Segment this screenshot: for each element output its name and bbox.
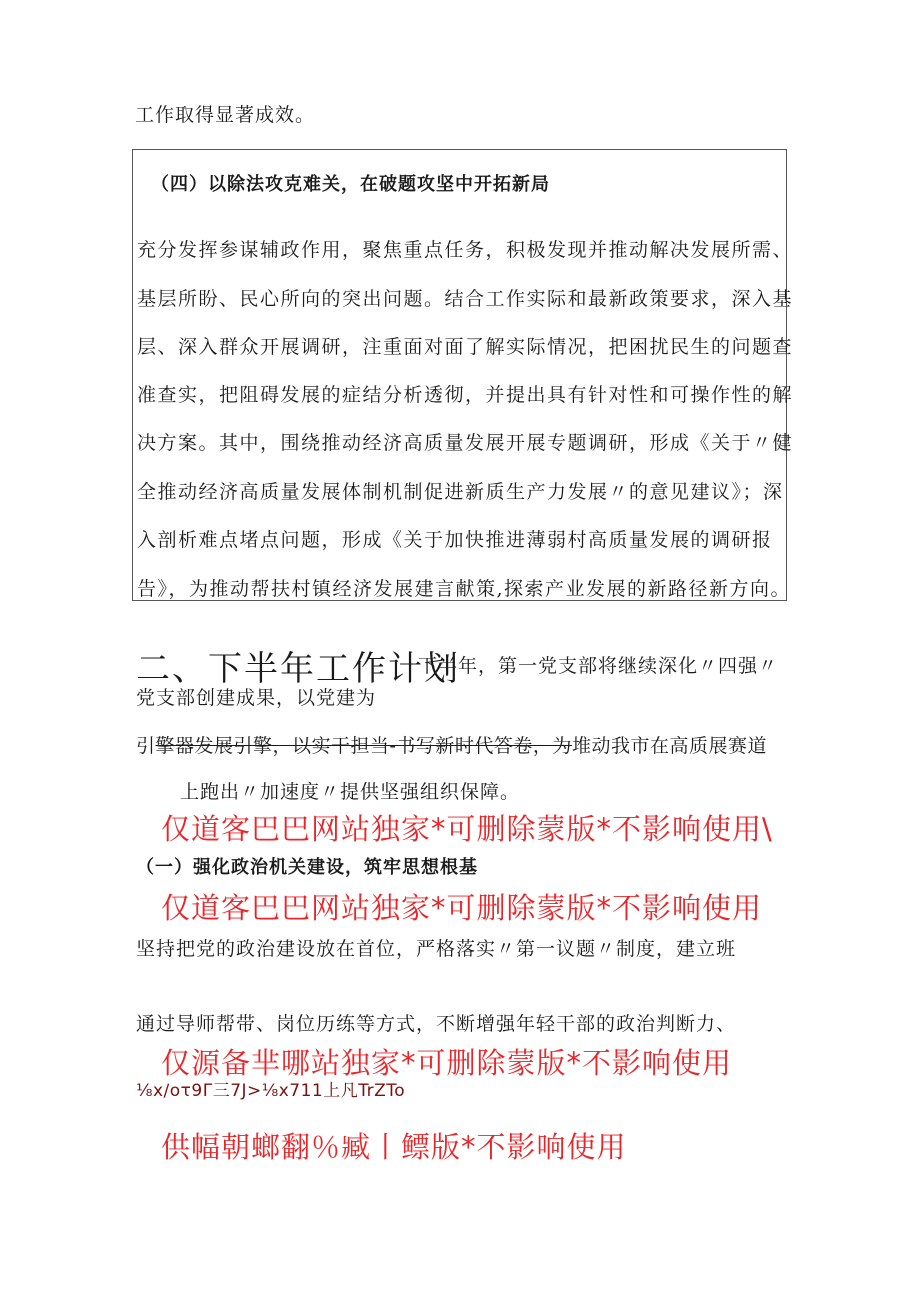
part2-heading: 二、下半年工作计划 <box>136 649 460 689</box>
intro-tail-paragraph: 工作取得显著成效。 <box>135 104 316 126</box>
section4-title: （四）以除法攻克难关，在破题攻坚中开拓新局 <box>151 174 550 195</box>
section4-line: 准查实，把阻碍发展的症结分析透彻，并提出具有针对性和可操作性的解 <box>137 384 794 406</box>
struck-text: 擎器发展引擎，以实干担当-书写新时代答卷，为 <box>155 735 572 757</box>
section4-line: 层、深入群众开展调研，注重面对面了解实际情况，把困扰民生的问题查 <box>137 336 794 358</box>
subsection-paragraph: 坚持把党的政治建设放在首位，严格落实〃第一议题〃制度，建立班 <box>136 938 737 960</box>
section4-line: 全推动经济高质量发展体制机制促进新质生产力发展〃的意见建议》；深 <box>137 481 784 503</box>
section4-box <box>132 149 794 601</box>
part2-line: 上跑出〃加速度〃提供坚强组织保障。 <box>180 781 521 803</box>
section4-line: 充分发挥参谋辅政作用，聚焦重点任务，积极发现并推动解决发展所需、 <box>137 239 794 261</box>
watermark-text: 仅道客巴巴网站独家*可删除蒙版*不影响使用\ <box>161 812 773 846</box>
part2-heading-tail: 下半年，第一党支部将继续深化〃四强〃 <box>418 655 779 677</box>
part2-line: 党支部创建成果，以党建为 <box>136 687 377 709</box>
plain-text: 引 <box>136 735 156 757</box>
section4-line: 入剖析难点堵点问题，形成《关于加快推进薄弱村高质量发展的调研报 <box>137 529 773 551</box>
subsection-paragraph: 通过导师帮带、岗位历练等方式，不断增强年轻干部的政治判断力、 <box>136 1013 737 1035</box>
garbled-text: ⅛x∕oτ9Γ三7J>⅛x711上凡TrZTo <box>136 1081 406 1101</box>
section4-line: 告》，为推动帮扶村镇经济发展建言献策,探索产业发展的新路径新方向。 <box>137 578 792 600</box>
section4-line: 决方案。其中，围绕推动经济高质量发展开展专题调研，形成《关于〃健 <box>137 432 794 454</box>
watermark-text: 供幅朝螂翻％臧丨鳔版*不影响使用 <box>161 1130 627 1164</box>
section4-line: 基层所盼、民心所向的突出问题。结合工作实际和最新政策要求，深入基 <box>137 288 794 310</box>
plain-text: 堆动我市在高质展赛道 <box>571 735 767 757</box>
part2-struck-line <box>136 731 767 758</box>
watermark-text: 仅源备芈哪站独家*可删除蒙版*不影响使用 <box>161 1046 733 1080</box>
watermark-text: 仅道客巴巴网站独家*可删除蒙版*不影响使用 <box>161 891 763 925</box>
subsection-title: （一）强化政治机关建设，筑牢思想根基 <box>136 857 478 878</box>
